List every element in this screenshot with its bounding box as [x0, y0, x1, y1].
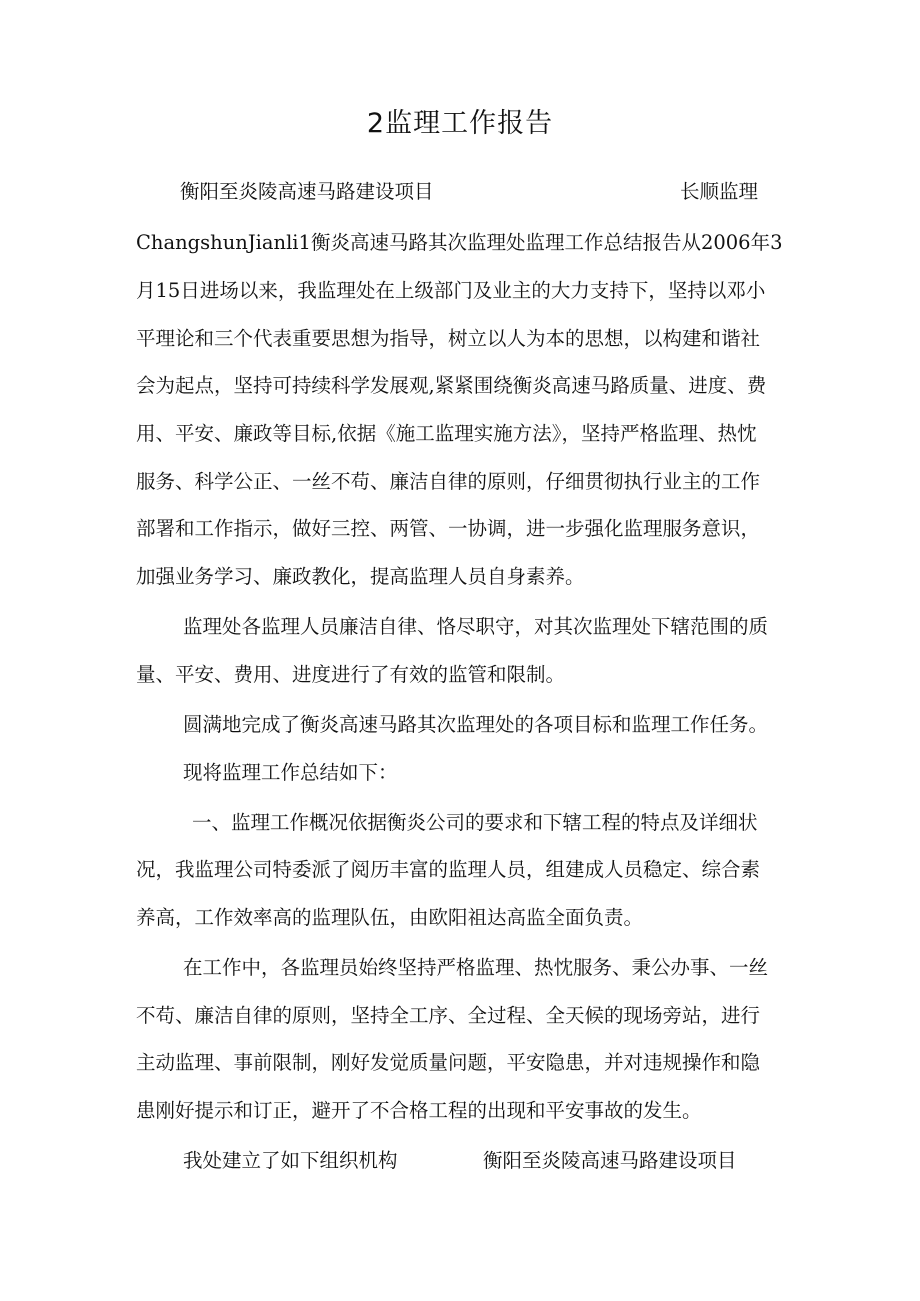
- body-text: 不苟、廉洁自律的原则，坚持全工序、全过程、全天候的现场旁站，进行: [136, 1004, 761, 1027]
- body-text: 圆满地完成了衡炎高速马路其次监理处的各项目标和监理工作任务。: [183, 713, 769, 736]
- body-text: 主动监理、事前限制，刚好发觉质量问题，平安隐患，并对违规操作和隐: [136, 1051, 761, 1074]
- body-line-4: [0, 366, 920, 406]
- body-text: 一、监理工作概况依据衡炎公司的要求和下辖工程的特点及详细状: [192, 811, 758, 834]
- body-text: ChangshunJianli1衡炎高速马路其次监理处监理工作总结报告从2006年3: [136, 231, 783, 254]
- body-text: 月15日进场以来，我监理处在上级部门及业主的大力支持下，坚持以邓小: [136, 279, 766, 302]
- body-text: 养高，工作效率高的监理队伍，由欧阳祖达高监全面负责。: [136, 906, 644, 929]
- org-project-name: 衡阳至炎陵高速马路建设项目: [483, 1149, 737, 1172]
- document-title: 2监理工作报告: [366, 108, 554, 139]
- footer-line: [0, 1141, 920, 1181]
- body-line-16: [0, 948, 920, 988]
- body-line-19: [0, 1091, 920, 1131]
- header-line: [0, 172, 920, 212]
- body-line-5: [0, 414, 920, 454]
- body-line-9: [0, 607, 920, 647]
- body-text: 监理处各监理人员廉洁自律、恪尽职守，对其次监理处下辖范围的质: [183, 615, 769, 638]
- body-text: 现将监理工作总结如下：: [183, 761, 398, 784]
- body-line-2: [0, 271, 920, 311]
- body-text: 平理论和三个代表重要思想为指导，树立以人为本的思想，以构建和谐社: [136, 327, 761, 350]
- body-line-14: [0, 850, 920, 890]
- body-text: 患刚好提示和订正，避开了不合格工程的出现和平安事故的发生。: [136, 1099, 702, 1122]
- body-text: 用、平安、廉政等目标,依据《施工监理实施方法》，坚持严格监理、热忱: [136, 422, 757, 445]
- body-text: 量、平安、费用、进度进行了有效的监管和限制。: [136, 663, 566, 686]
- body-text: 在工作中，各监理员始终坚持严格监理、热忱服务、秉公办事、一丝: [183, 956, 769, 979]
- body-line-11: [0, 705, 920, 745]
- body-line-13: [0, 803, 920, 843]
- body-line-12: [0, 753, 920, 793]
- body-text: 加强业务学习、廉政教化，提高监理人员自身素养。: [136, 565, 585, 588]
- header-company-name: 长顺监理: [680, 180, 759, 203]
- body-line-15: [0, 898, 920, 938]
- body-text: 会为起点，坚持可持续科学发展观,紧紧围绕衡炎高速马路质量、进度、费: [136, 374, 767, 397]
- header-project-name: 衡阳至炎陵高速马路建设项目: [180, 180, 434, 203]
- body-line-17: [0, 996, 920, 1036]
- body-line-18: [0, 1043, 920, 1083]
- body-text: 况，我监理公司特委派了阅历丰富的监理人员，组建成人员稳定、综合素: [136, 858, 761, 881]
- body-line-6: [0, 462, 920, 502]
- body-line-8: [0, 557, 920, 597]
- body-line-1: [0, 223, 920, 263]
- body-line-7: [0, 509, 920, 549]
- body-line-10: [0, 655, 920, 695]
- body-line-3: [0, 319, 920, 359]
- org-structure-intro: 我处建立了如下组织机构: [183, 1149, 398, 1172]
- body-text: 服务、科学公正、一丝不苟、廉洁自律的原则，仔细贯彻执行业主的工作: [136, 470, 761, 493]
- body-text: 部署和工作指示，做好三控、两管、一协调，进一步强化监理服务意识，: [136, 517, 761, 540]
